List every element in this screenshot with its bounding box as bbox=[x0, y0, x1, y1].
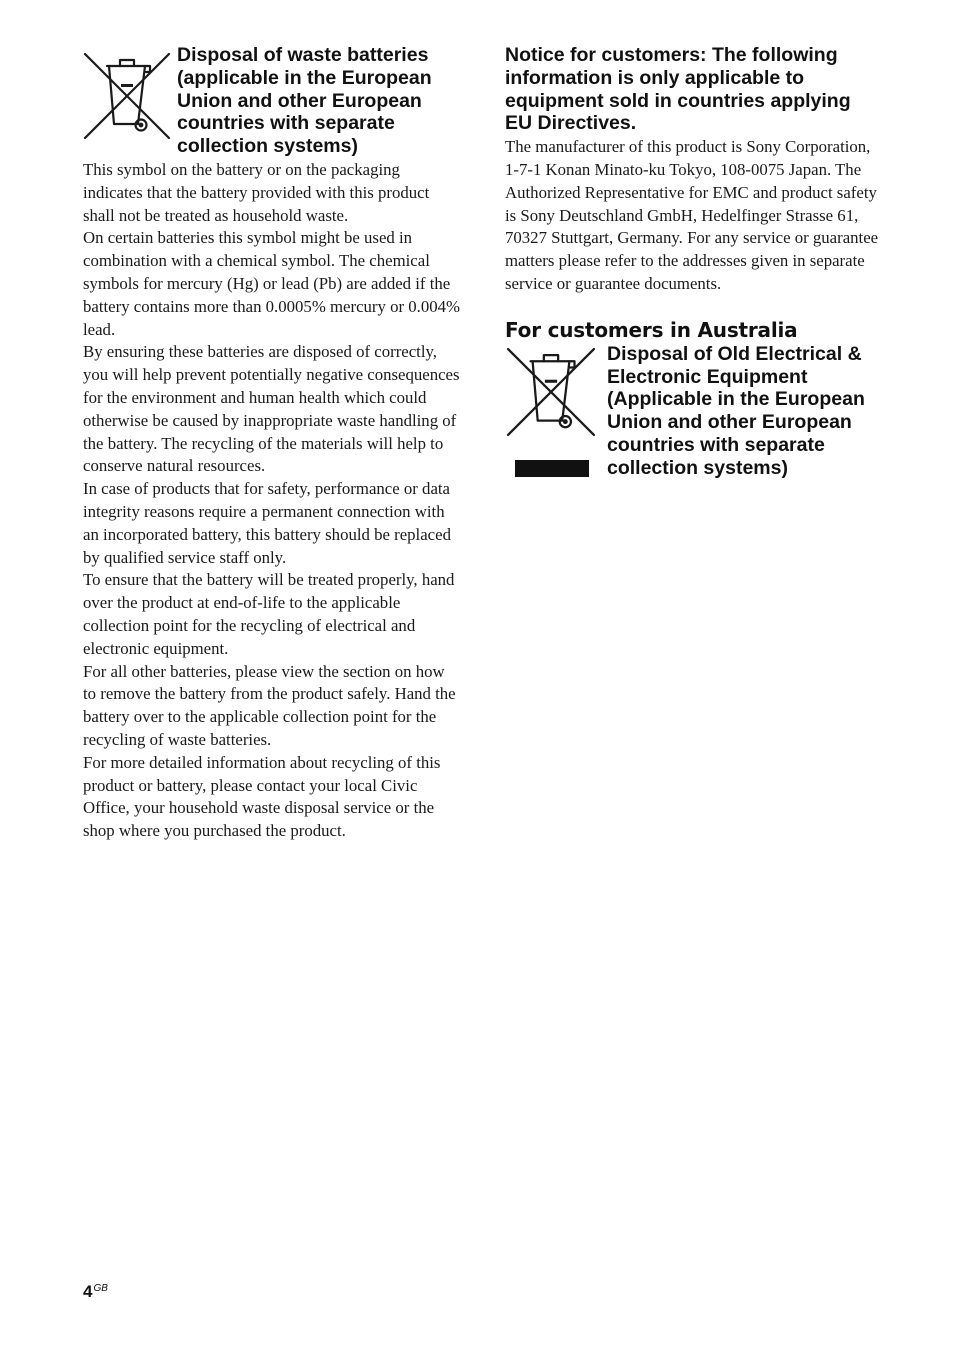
weee-bin-symbol bbox=[505, 347, 607, 477]
paragraph: In case of products that for safety, performance or data integrity reasons require a permanent connection with an incorporated battery, this battery should be replaced by qualified service staff only. bbox=[83, 479, 451, 567]
battery-disposal-heading: Disposal of waste batteries (applicable in the European Union and other European countries with separate collection systems) bbox=[177, 44, 432, 158]
eu-notice-body bbox=[505, 136, 883, 296]
paragraph: By ensuring these batteries are disposed of correctly, you will help prevent potentially negative consequences for the environment and human health which could otherwise be caused by inappropriate waste handling of the battery. The recycling of the materials will help to conserve natural resources. bbox=[83, 342, 460, 476]
paragraph: For more detailed information about recycling of this product or battery, please contact your local Civic Office, your household waste disposal service or the shop where you purchased the product. bbox=[83, 752, 441, 841]
paragraph: For all other batteries, please view the section on how to remove the battery from the product safely. Hand the battery over to the applicable collection point for the recycling of waste batteries. bbox=[83, 661, 456, 749]
weee-disposal-heading: Disposal of Old Electrical & Electronic Equipment (Applicable in the European Union and other European countries with separate collection systems) bbox=[607, 342, 865, 479]
eu-notice-heading: Notice for customers: The following information is only applicable to equipment sold in countries applying EU Directives. bbox=[505, 44, 851, 135]
weee-symbol-bar bbox=[515, 460, 589, 477]
right-column bbox=[505, 44, 883, 480]
weee-disposal-header bbox=[505, 343, 883, 480]
page-number-value: 4 bbox=[83, 1282, 93, 1301]
paragraph: On certain batteries this symbol might be used in combination with a chemical symbol. The chemical symbols for mercury (Hg) or lead (Pb) are added if the battery contains more than 0.0005% mercury or 0.004% lead. bbox=[83, 228, 461, 339]
page-number bbox=[83, 1282, 108, 1302]
paragraph: This symbol on the battery or on the packaging indicates that the battery provided with this product shall not be treated as household waste. bbox=[83, 159, 430, 225]
paragraph: The manufacturer of this product is Sony Corporation, 1-7-1 Konan Minato-ku Tokyo, 108-0075 Japan. The Authorized Representative for EMC and product safety is Sony Deutschland GmbH, Hedelfinger Strasse 61, 70327 Stuttgart, Germany. For any service or guarantee matters please refer to the addresses given in separate service or guarantee documents. bbox=[505, 137, 879, 293]
left-column bbox=[83, 44, 461, 843]
crossed-out-wheelie-bin-icon bbox=[505, 347, 597, 439]
battery-disposal-header bbox=[83, 44, 461, 158]
page-number-suffix: GB bbox=[93, 1283, 108, 1294]
australia-section-title: For customers in Australia bbox=[505, 317, 798, 342]
crossed-out-wheelie-bin-icon bbox=[83, 52, 171, 142]
battery-bin-symbol bbox=[83, 52, 177, 142]
battery-disposal-body bbox=[83, 159, 461, 843]
paragraph: To ensure that the battery will be treated properly, hand over the product at end-of-life to the applicable collection point for the recycling of electrical and electronic equipment. bbox=[83, 570, 455, 658]
